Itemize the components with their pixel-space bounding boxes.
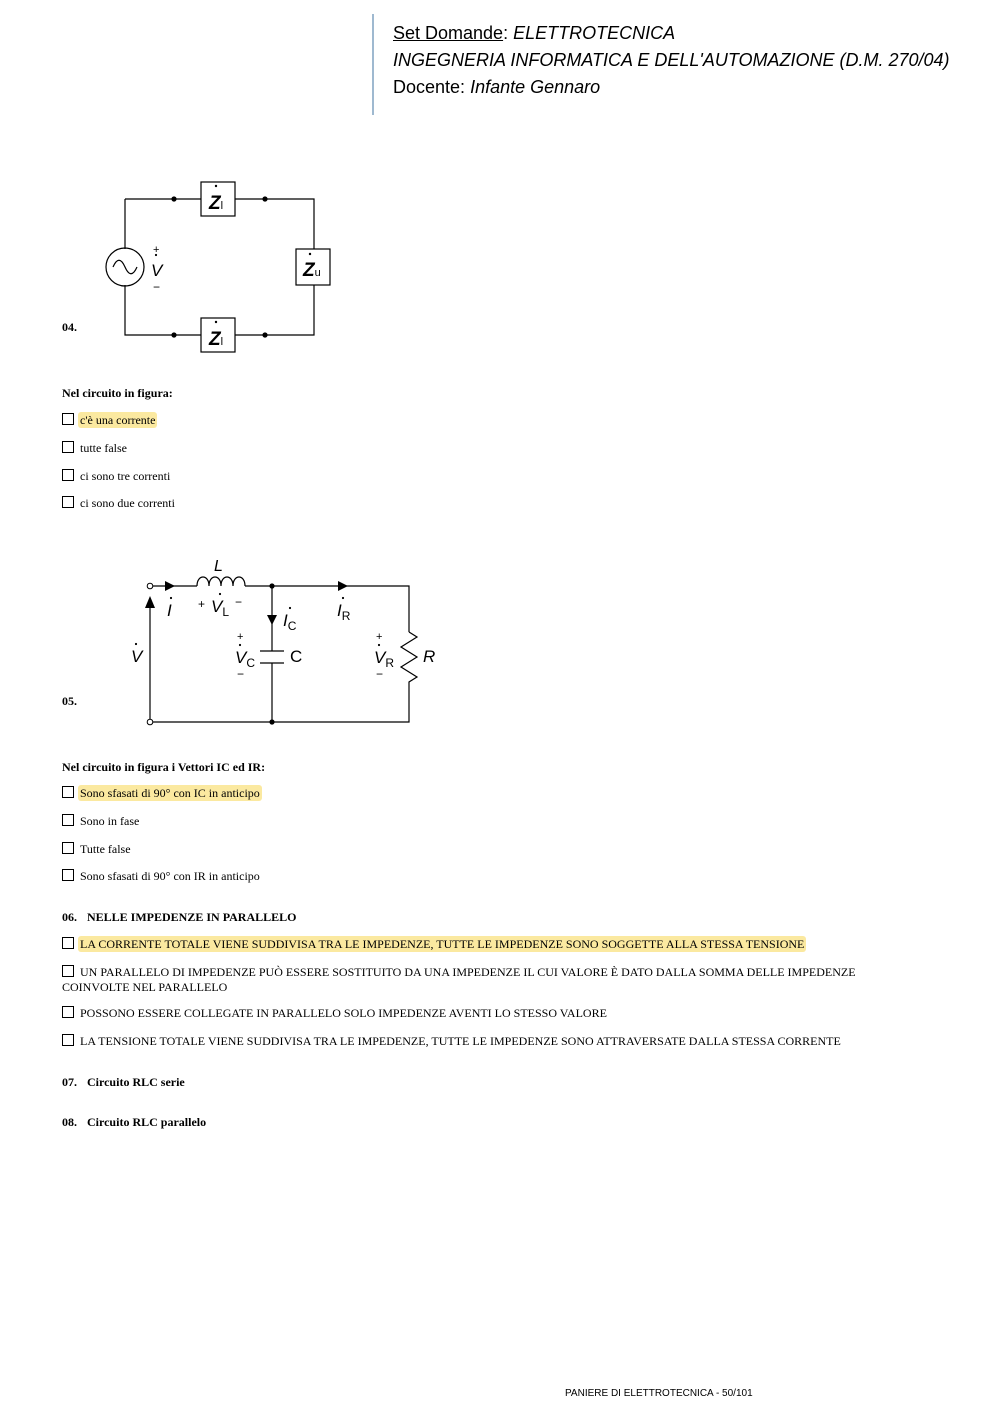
answer-option[interactable]	[62, 937, 912, 952]
svg-text:Zl: Zl	[209, 193, 224, 214]
answer-text: UN PARALLELO DI IMPEDENZE PUÒ ESSERE SOSTITUITO DA UNA IMPEDENZE IL CUI VALORE È DATO DALLA SOMMA DELLE IMPEDENZE COINVOLTE NEL PARALLELO	[62, 965, 856, 994]
answer-option[interactable]	[62, 842, 131, 857]
answer-checkbox[interactable]	[62, 814, 74, 826]
answer-text: LA TENSIONE TOTALE VIENE SUDDIVISA TRA LE IMPEDENZE, TUTTE LE IMPEDENZE SONO ATTRAVERSATE DALLA STESSA CORRENTE	[80, 1034, 841, 1048]
answer-checkbox[interactable]	[62, 441, 74, 453]
svg-text:VL: $V_L$	[211, 597, 230, 619]
question-title-06	[62, 910, 296, 925]
inductor-icon	[197, 577, 245, 586]
svg-text:I: I	[167, 601, 172, 620]
answer-text-highlighted: c'è una corrente	[80, 413, 156, 427]
set-label: Set Domande	[393, 23, 504, 43]
question-number-08: 08.	[62, 1115, 77, 1129]
question-prompt-04: Nel circuito in figura:	[62, 386, 173, 400]
answer-text: Sono sfasati di 90° con IR in anticipo	[80, 869, 260, 883]
circuit-diagram-05	[125, 552, 445, 730]
question-title-07	[62, 1075, 185, 1090]
answer-option[interactable]	[62, 496, 175, 511]
answer-checkbox[interactable]	[62, 413, 74, 425]
question-heading-06: NELLE IMPEDENZE IN PARALLELO	[87, 910, 297, 924]
answer-checkbox[interactable]	[62, 842, 74, 854]
svg-text:+: +	[198, 597, 206, 611]
svg-text:VC: $V_C$	[235, 648, 256, 670]
answer-checkbox[interactable]	[62, 869, 74, 881]
answer-option[interactable]	[62, 1006, 912, 1021]
svg-text:Zl: Zl	[209, 329, 224, 350]
answer-checkbox[interactable]	[62, 786, 74, 798]
answer-text: POSSONO ESSERE COLLEGATE IN PARALLELO SOLO IMPEDENZE AVENTI LO STESSO VALORE	[80, 1006, 607, 1020]
answer-text: ci sono tre correnti	[80, 469, 171, 483]
svg-text:+: +	[376, 631, 383, 643]
svg-text:Zu: Zu	[303, 260, 321, 281]
svg-text:−: −	[235, 595, 243, 609]
set-value: ELETTROTECNICA	[513, 23, 676, 43]
question-heading-08: Circuito RLC parallelo	[87, 1115, 207, 1129]
answer-option[interactable]	[62, 786, 262, 801]
answer-checkbox[interactable]	[62, 937, 74, 949]
answer-checkbox[interactable]	[62, 1034, 74, 1046]
teacher-name: Infante Gennaro	[470, 77, 601, 97]
svg-text:C: C	[290, 647, 303, 666]
answer-text-highlighted: LA CORRENTE TOTALE VIENE SUDDIVISA TRA LE IMPEDENZE, TUTTE LE IMPEDENZE SONO SOGGETTE ALLA STESSA TENSIONE	[80, 937, 805, 951]
svg-text:V: V	[131, 647, 143, 666]
svg-text:R: R	[423, 647, 436, 666]
answer-checkbox[interactable]	[62, 469, 74, 481]
answer-option[interactable]	[62, 441, 127, 456]
answer-option[interactable]	[62, 1034, 912, 1049]
set-line: Set Domande: ELETTROTECNICA	[393, 23, 676, 43]
question-number-07: 07.	[62, 1075, 77, 1089]
svg-text:−: −	[237, 667, 245, 681]
answer-option[interactable]	[62, 469, 170, 484]
answer-text-highlighted: Sono sfasati di 90° con IC in anticipo	[80, 786, 260, 800]
course-title: INGEGNERIA INFORMATICA E DELL'AUTOMAZIONE (D.M. 270/04)	[393, 50, 950, 70]
answer-checkbox[interactable]	[62, 965, 74, 977]
svg-text:V: V	[151, 261, 163, 280]
svg-text:IR: $I_R$	[337, 601, 351, 623]
answer-text: Sono in fase	[80, 814, 140, 828]
page-footer: PANIERE DI ELETTROTECNICA - 50/101	[565, 1388, 753, 1399]
teacher-line	[393, 77, 600, 98]
svg-text:−: −	[376, 667, 384, 681]
svg-text:VR: $V_R$	[374, 648, 395, 670]
question-prompt-05: Nel circuito in figura i Vettori IC ed IR:	[62, 760, 266, 774]
circuit-diagram-04	[100, 178, 340, 360]
svg-text:+: +	[153, 244, 160, 256]
question-heading-07: Circuito RLC serie	[87, 1075, 185, 1089]
answer-text: ci sono due correnti	[80, 496, 175, 510]
question-number-05: 05.	[62, 694, 77, 708]
answer-text: tutte false	[80, 441, 127, 455]
question-number-06: 06.	[62, 910, 77, 924]
answer-option[interactable]	[62, 413, 157, 428]
svg-text:+: +	[237, 631, 244, 643]
answer-option[interactable]	[62, 869, 260, 884]
svg-text:−: −	[153, 280, 161, 294]
answer-option[interactable]	[62, 965, 912, 995]
capacitor-icon	[260, 651, 284, 663]
teacher-label: Docente:	[393, 77, 466, 97]
question-number-04: 04.	[62, 320, 77, 334]
question-title-08	[62, 1115, 206, 1130]
svg-text:L: L	[214, 558, 223, 575]
document-header	[372, 14, 994, 115]
answer-option[interactable]	[62, 814, 139, 829]
answer-text: Tutte false	[80, 842, 131, 856]
answer-checkbox[interactable]	[62, 496, 74, 508]
answer-checkbox[interactable]	[62, 1006, 74, 1018]
svg-text:IC: $I_C$	[283, 611, 297, 633]
